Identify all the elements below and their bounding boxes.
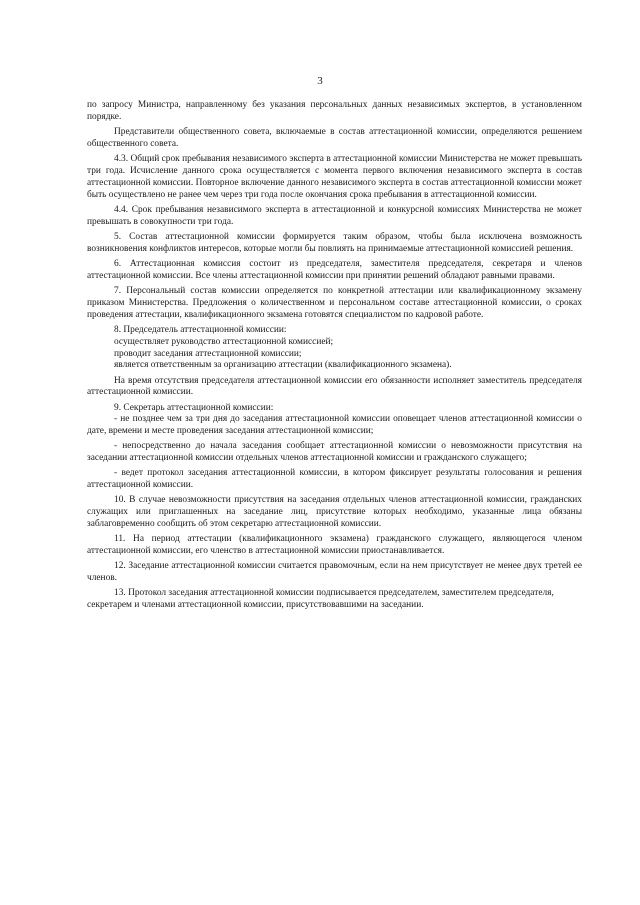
paragraph: - не позднее чем за три дня до заседания аттестационной комиссии оповещает членов аттестационной комиссии о дате, времени и месте проведения заседания аттестационной комиссии; <box>87 414 582 437</box>
paragraph: по запросу Министра, направленному без указания персональных данных независимых экспертов, в установленном порядке. <box>87 100 582 122</box>
paragraph: - непосредственно до начала заседания сообщает аттестационной комиссии о невозможности присутствия на заседании аттестационной комиссии отдельных членов аттестационной комиссии и гражданского служащего; <box>87 441 582 464</box>
paragraph: 5. Состав аттестационной комиссии формируется таким образом, чтобы была исключена возможность возникновения конфликтов интересов, которые могли бы повлиять на принимаемые аттестационной комиссией решения. <box>87 231 582 254</box>
paragraph: - ведет протокол заседания аттестационной комиссии, в котором фиксирует результаты голосования и решения аттестационной комиссии. <box>87 468 582 491</box>
paragraph: осуществляет руководство аттестационной комиссией; <box>114 336 334 347</box>
paragraph: 6. Аттестационная комиссия состоит из председателя, заместителя председателя, секретаря и членов аттестационной комиссии. Все члены аттестационной комиссии при принятии решений обладают равными правами. <box>87 258 582 281</box>
paragraph: 9. Секретарь аттестационной комиссии: <box>114 402 274 413</box>
paragraph: 7. Персональный состав комиссии определяется по конкретной аттестации или квалификационному экзамену приказом Министерства. Предложения о количественном и персональном составе аттестационной комиссии, о сроках проведения аттестации, квалификационного экзамена готовятся специалистом по кадровой работе. <box>87 285 582 320</box>
document-body <box>87 100 582 615</box>
paragraph: 8. Председатель аттестационной комиссии: <box>114 324 287 335</box>
paragraph: 13. Протокол заседания аттестационной комиссии подписывается председателем, заместителем председателя, секретарем и членами аттестационной комиссии, присутствовавшими на заседании. <box>87 588 554 611</box>
paragraph: 4.3. Общий срок пребывания независимого эксперта в аттестационной комиссии Министерства не может превышать три года. Исчисление данного срока осуществляется с момента первого включения независимого эксперта в состав аттестационной комиссии. Повторное включение данного независимого эксперта в состав аттестационной комиссии может быть осуществлено не ранее чем через три года после окончания срока пребывания в аттестационной комиссии. <box>87 154 582 200</box>
paragraph: 4.4. Срок пребывания независимого эксперта в аттестационной и конкурсной комиссиях Министерства не может превышать в совокупности три года. <box>87 204 582 227</box>
paragraph: проводит заседания аттестационной комиссии; <box>114 348 302 359</box>
paragraph: является ответственным за организацию аттестации (квалификационного экзамена). <box>114 360 452 371</box>
paragraph: 12. Заседание аттестационной комиссии считается правомочным, если на нем присутствует не менее двух третей ее членов. <box>87 561 582 584</box>
paragraph: 11. На период аттестации (квалификационного экзамена) гражданского служащего, являющегося членом аттестационной комиссии, его членство в аттестационной комиссии приостанавливается. <box>87 534 582 557</box>
paragraph: 10. В случае невозможности присутствия на заседания отдельных членов аттестационной комиссии, гражданских служащих или приглашенных на заседание лиц, присутствие которых необходимо, указанные лица обязаны заблаговременно сообщить об этом секретарю аттестационной комиссии. <box>87 495 582 530</box>
page-number: 3 <box>317 75 323 87</box>
paragraph: Представители общественного совета, включаемые в состав аттестационной комиссии, определяются решением общественного совета. <box>87 127 582 149</box>
paragraph: На время отсутствия председателя аттестационной комиссии его обязанности исполняет заместитель председателя аттестационной комиссии. <box>87 375 582 398</box>
